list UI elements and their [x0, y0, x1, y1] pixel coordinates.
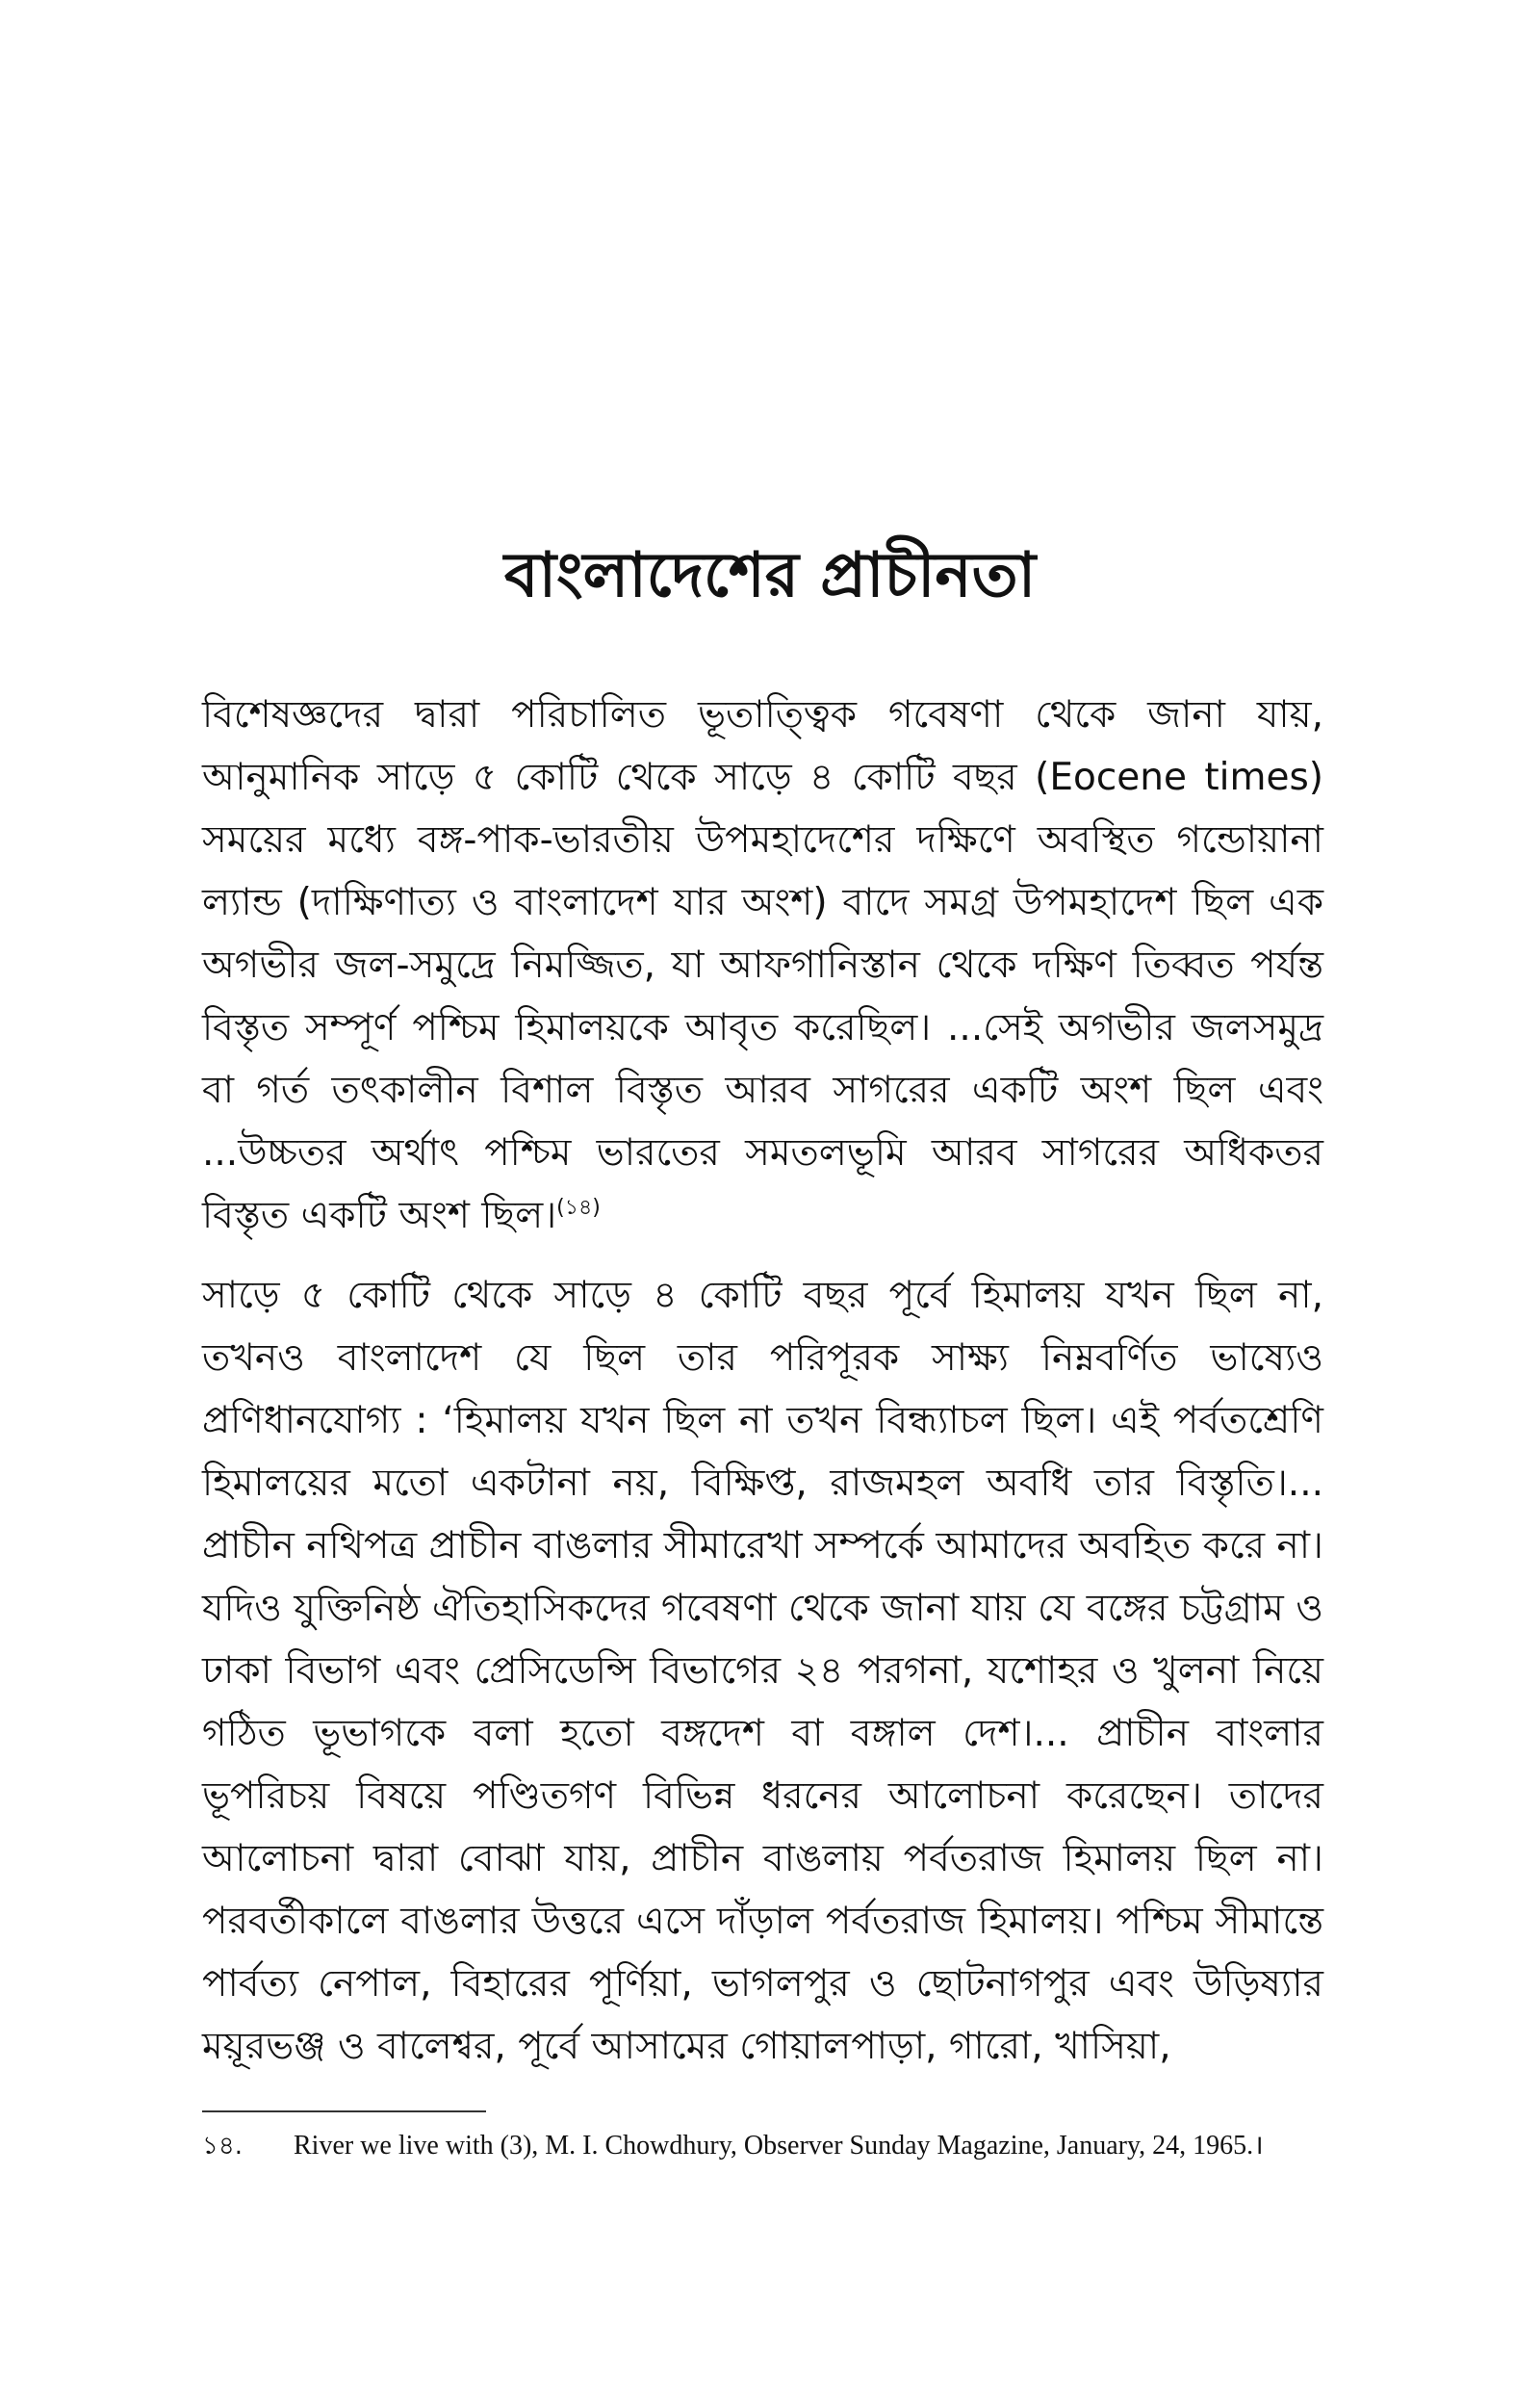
paragraph-2 [202, 1264, 1323, 2078]
footnote [202, 2126, 1323, 2166]
page-title: বাংলাদেশের প্রাচীনতা [503, 540, 1037, 611]
body-text [202, 684, 1323, 2095]
paragraph-2-text: সাড়ে ৫ কোটি থেকে সাড়ে ৪ কোটি বছর পূর্বে হিমালয় যখন ছিল না, তখনও বাংলাদেশ যে ছিল তার পরিপূরক সাক্ষ্য নিম্নবর্ণিত ভাষ্যেও প্রণিধানযোগ্য : ‘হিমালয় যখন ছিল না তখন বিন্ধ্যাচল ছিল। এই পর্বতশ্রেণি হিমালয়ের মতো একটানা নয়, বিক্ষিপ্ত, রাজমহল অবধি তার বিস্তৃতি।... প্রাচীন নথিপত্র প্রাচীন বাঙলার সীমারেখা সম্পর্কে আমাদের অবহিত করে না। যদিও যুক্তিনিষ্ঠ ঐতিহাসিকদের গবেষণা থেকে জানা যায় যে বঙ্গের চট্টগ্রাম ও ঢাকা বিভাগ এবং প্রেসিডেন্সি বিভাগের ২৪ পরগনা, যশোহর ও খুলনা নিয়ে গঠিত ভূভাগকে বলা হতো বঙ্গদেশ বা বঙ্গাল দেশ।... প্রাচীন বাংলার ভূপরিচয় বিষয়ে পণ্ডিতগণ বিভিন্ন ধরনের আলোচনা করেছেন। তাদের আলোচনা দ্বারা বোঝা যায়, প্রাচীন বাঙলায় পর্বতরাজ হিমালয় ছিল না। পরবর্তীকালে বাঙলার উত্তরে এসে দাঁড়াল পর্বতরাজ হিমালয়। পশ্চিম সীমান্তে পার্বত্য নেপাল, বিহারের পূর্ণিয়া, ভাগলপুর ও ছোটনাগপুর এবং উড়িষ্যার ময়ূরভঞ্জ ও বালেশ্বর, পূর্বে আসামের গোয়ালপাড়া, গারো, খাসিয়া, [202, 1274, 1323, 2068]
footnote-text: River we live with (3), M. I. Chowdhury, Observer Sunday Magazine, January, 24, 1965.। [294, 2131, 1264, 2161]
paragraph-1 [202, 684, 1323, 1247]
paragraph-1-text: বিশেষজ্ঞদের দ্বারা পরিচালিত ভূতাত্ত্বিক গবেষণা থেকে জানা যায়, আনুমানিক সাড়ে ৫ কোটি থেকে সাড়ে ৪ কোটি বছর (Eocene times) সময়ের মধ্যে বঙ্গ-পাক-ভারতীয় উপমহাদেশের দক্ষিণে অবস্থিত গন্ডোয়ানা ল্যান্ড (দাক্ষিণাত্য ও বাংলাদেশ যার অংশ) বাদে সমগ্র উপমহাদেশ ছিল এক অগভীর জল-সমুদ্রে নিমজ্জিত, যা আফগানিস্তান থেকে দক্ষিণ তিব্বত পর্যন্ত বিস্তৃত সম্পূর্ণ পশ্চিম হিমালয়কে আবৃত করেছিল। ...সেই অগভীর জলসমুদ্র বা গর্ত তৎকালীন বিশাল বিস্তৃত আরব সাগরের একটি অংশ ছিল এবং ...উচ্চতর অর্থাৎ পশ্চিম ভারতের সমতলভূমি আরব সাগরের অধিকতর বিস্তৃত একটি অংশ ছিল। [202, 693, 1323, 1237]
footnote-number: ১৪. [202, 2132, 244, 2161]
footnote-reference[interactable]: (১৪) [556, 1196, 601, 1220]
footnote-divider [202, 2110, 486, 2112]
